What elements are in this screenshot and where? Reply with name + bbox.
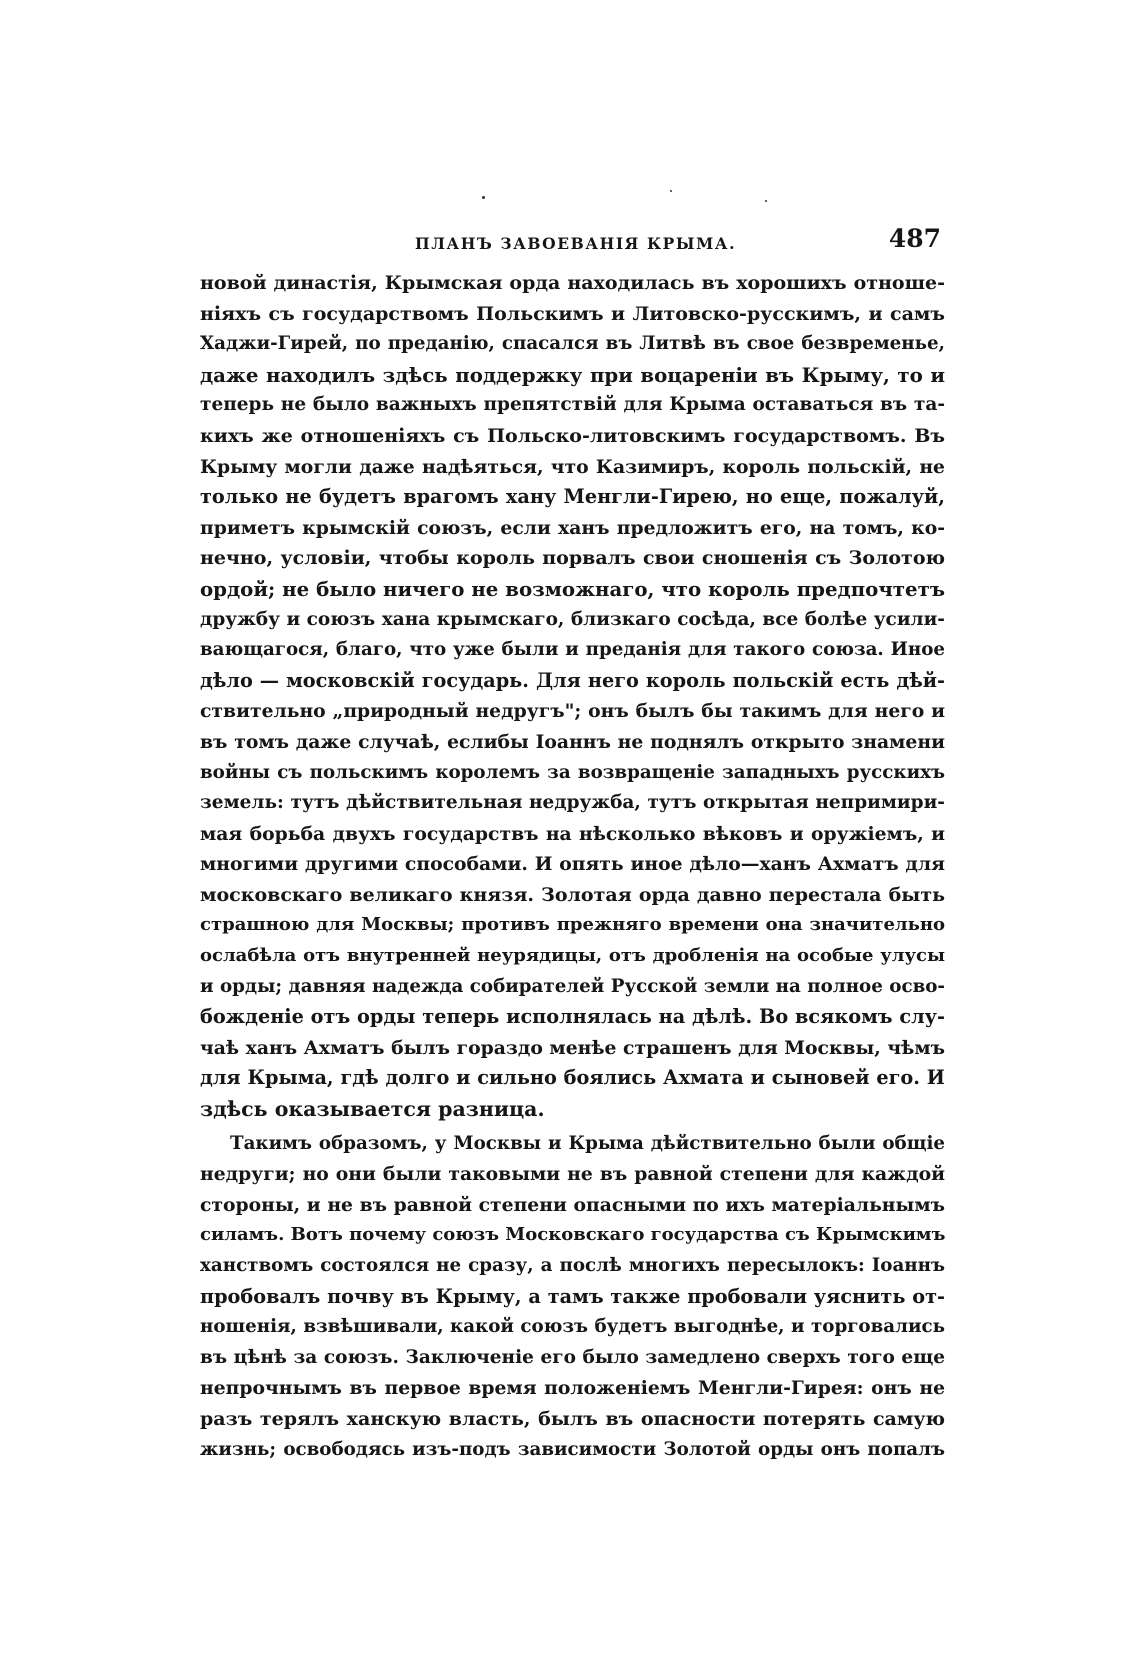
text-line: недруги; но они были таковыми не въ равной степени для каждой bbox=[200, 1163, 945, 1186]
text-line: ношенія, взвѣшивали, какой союзъ будетъ выгоднѣе, и торговались bbox=[200, 1316, 945, 1338]
text-line: приметъ крымскій союзъ, если ханъ предложитъ его, на томъ, ко- bbox=[200, 516, 945, 539]
print-speck bbox=[670, 190, 672, 192]
text-line: божденіе отъ орды теперь исполнялась на дѣлѣ. Во всякомъ слу- bbox=[200, 1005, 945, 1029]
running-title: ПЛАНЪ ЗАВОЕВАНІЯ КРЫМА. bbox=[415, 234, 737, 253]
body-text bbox=[200, 268, 945, 1465]
text-line: въ цѣнѣ за союзъ. Заключеніе его было замедлено сверхъ того еще bbox=[200, 1346, 945, 1368]
text-line: войны съ польскимъ королемъ за возвращеніе западныхъ русскихъ bbox=[200, 761, 945, 783]
text-line: новой династія, Крымская орда находилась въ хорошихъ отноше- bbox=[200, 272, 945, 294]
text-line: пробовалъ почву въ Крыму, а тамъ также пробовали уяснить от- bbox=[200, 1284, 945, 1308]
text-line: и орды; давняя надежда собирателей Русской земли на полное осво- bbox=[200, 975, 945, 997]
text-line: ствительно „природный недругъ"; онъ былъ бы такимъ для него и bbox=[200, 700, 945, 723]
text-line: въ томъ даже случаѣ, еслибы Іоаннъ не поднялъ открыто знамени bbox=[200, 730, 945, 753]
text-line: ослабѣла отъ внутренней неурядицы, отъ дробленія на особые улусы bbox=[200, 945, 945, 967]
text-line: кихъ же отношеніяхъ съ Польско-литовскимъ государствомъ. Въ bbox=[200, 424, 945, 447]
text-line: теперь не было важныхъ препятствій для Крыма оставаться въ та- bbox=[200, 394, 945, 416]
text-line: ордой; не было ничего не возможнаго, что король предпочтетъ bbox=[200, 576, 945, 601]
text-line: ніяхъ съ государствомъ Польскимъ и Литовско-русскимъ, и самъ bbox=[200, 302, 945, 325]
text-line: дружбу и союзъ хана крымскаго, близкаго сосѣда, все болѣе усили- bbox=[200, 608, 945, 630]
text-line: московскаго великаго князя. Золотая орда давно перестала быть bbox=[200, 883, 945, 906]
text-line: многими другими способами. И опять иное дѣло—ханъ Ахматъ для bbox=[200, 853, 945, 876]
text-line: Такимъ образомъ, у Москвы и Крыма дѣйствительно были общіе bbox=[230, 1132, 945, 1154]
page-number: 487 bbox=[888, 224, 941, 253]
text-line: вающагося, благо, что уже были и преданія для такого союза. Иное bbox=[200, 639, 945, 661]
text-line: стороны, и не въ равной степени опасными по ихъ матеріальнымъ bbox=[200, 1193, 945, 1216]
text-line: земель: тутъ дѣйствительная недружба, тутъ открытая непримири- bbox=[200, 792, 945, 814]
text-line: разъ терялъ ханскую власть, былъ въ опасности потерять самую bbox=[200, 1407, 945, 1430]
paragraph bbox=[200, 1129, 945, 1466]
text-line: силамъ. Вотъ почему союзъ Московскаго государства съ Крымскимъ bbox=[200, 1224, 946, 1246]
text-line: страшною для Москвы; противъ прежняго времени она значительно bbox=[200, 914, 945, 936]
text-line: Хаджи-Гирей, по преданію, спасался въ Литвѣ въ свое безвременье, bbox=[200, 333, 945, 355]
text-line: непрочнымъ въ первое время положеніемъ Менгли-Гирея: онъ не bbox=[200, 1377, 945, 1400]
text-line: жизнь; освободясь изъ-подъ зависимости Золотой орды онъ попалъ bbox=[200, 1438, 945, 1460]
text-line: здѣсь оказывается разница. bbox=[200, 1097, 545, 1122]
print-speck bbox=[765, 200, 767, 202]
text-line: Крыму могли даже надѣяться, что Казимиръ, король польскій, не bbox=[200, 455, 945, 478]
text-line: ханствомъ состоялся не сразу, а послѣ многихъ пересылокъ: Іоаннъ bbox=[200, 1255, 945, 1276]
text-line: чаѣ ханъ Ахматъ былъ гораздо менѣе страшенъ для Москвы, чѣмъ bbox=[200, 1036, 945, 1059]
text-line: мая борьба двухъ государствъ на нѣсколько вѣковъ и оружіемъ, и bbox=[200, 822, 945, 845]
paragraph bbox=[200, 268, 945, 1125]
text-line: только не будетъ врагомъ хану Менгли-Гирею, но еще, пожалуй, bbox=[200, 485, 945, 509]
running-head bbox=[200, 224, 945, 262]
text-line: даже находилъ здѣсь поддержку при воцареніи въ Крыму, то и bbox=[200, 362, 945, 387]
text-line: нечно, условіи, чтобы король порвалъ свои сношенія съ Золотою bbox=[200, 547, 945, 570]
print-speck bbox=[482, 196, 485, 199]
text-line: для Крыма, гдѣ долго и сильно боялись Ахмата и сыновей его. И bbox=[200, 1066, 945, 1090]
text-line: дѣло — московскій государь. Для него король польскій есть дѣй- bbox=[200, 668, 945, 692]
